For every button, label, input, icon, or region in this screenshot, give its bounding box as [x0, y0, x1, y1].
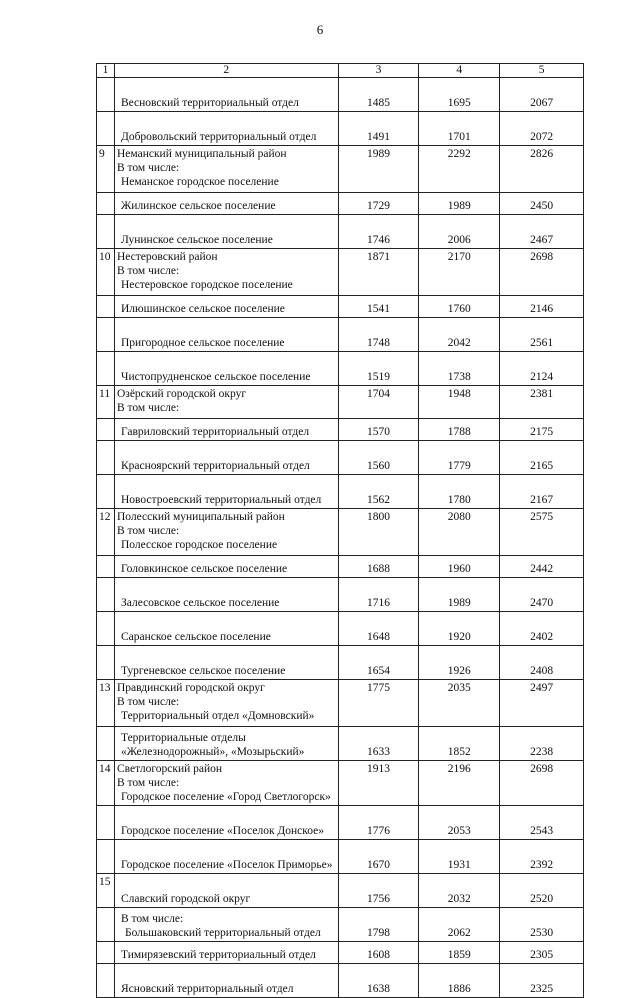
row-name: Ясновский территориальный отдел [120, 983, 294, 995]
header-cell: 1 [97, 64, 115, 78]
value-cell-c3: 1491 [338, 112, 419, 146]
value-cell-c4: 1852 [419, 727, 500, 761]
row-name-cell [114, 680, 338, 727]
row-name-cell [114, 964, 338, 998]
row-subname: Нестеровское городское поселение [120, 279, 293, 291]
value-cell-c3: 1746 [338, 215, 419, 249]
value-cell-c3: 1648 [338, 612, 419, 646]
value-cell-c3: 1775 [338, 680, 419, 727]
row-name-cell [114, 441, 338, 475]
value-cell-c4: 2080 [419, 509, 500, 556]
row-name-cell [114, 509, 338, 556]
row-index: 13 [97, 680, 115, 727]
row-name: Лунинское сельское поселение [120, 234, 273, 246]
table-row [97, 475, 584, 509]
value-cell-c4: 2035 [419, 680, 500, 727]
value-cell-c4: 1695 [419, 78, 500, 112]
value-cell-c4: 1989 [419, 578, 500, 612]
row-index [97, 215, 115, 249]
value-cell-c4: 1738 [419, 352, 500, 386]
value-cell-c3: 1485 [338, 78, 419, 112]
row-name-cell [114, 761, 338, 806]
value-cell-c4: 1920 [419, 612, 500, 646]
page-number: 6 [316, 22, 324, 37]
row-subname: Большаковский территориальный отдел [124, 927, 321, 939]
row-subname: Неманское городское поселение [120, 176, 279, 188]
value-cell-c5: 2175 [500, 419, 584, 441]
value-cell-c3: 1716 [338, 578, 419, 612]
row-name-cell [114, 419, 338, 441]
table-row [97, 908, 584, 942]
row-name-cell [114, 908, 338, 942]
value-cell-c4: 2062 [419, 908, 500, 942]
value-cell-c5: 2402 [500, 612, 584, 646]
value-cell-c3: 1871 [338, 249, 419, 296]
table-row [97, 964, 584, 998]
header-cell: 2 [114, 64, 338, 78]
row-subname: Территориальный отдел «Домновский» [120, 710, 315, 722]
value-cell-c5: 2698 [500, 249, 584, 296]
value-cell-c3: 1748 [338, 318, 419, 352]
row-index [97, 612, 115, 646]
value-cell-c4: 1989 [419, 193, 500, 215]
row-name-cell [114, 318, 338, 352]
row-name-cell [114, 249, 338, 296]
value-cell-c4: 2196 [419, 761, 500, 806]
table-row [97, 646, 584, 680]
value-cell-c5: 2530 [500, 908, 584, 942]
row-index [97, 475, 115, 509]
value-cell-c3: 1729 [338, 193, 419, 215]
row-name-cell [114, 146, 338, 193]
row-name: Илюшинское сельское поселение [120, 303, 285, 315]
row-index [97, 908, 115, 942]
value-cell-c5: 2325 [500, 964, 584, 998]
table-row [97, 112, 584, 146]
value-cell-c4: 2032 [419, 874, 500, 908]
row-subheading: В том числе: [116, 525, 180, 537]
table-row [97, 441, 584, 475]
table-row [97, 612, 584, 646]
row-subname: Городское поселение «Город Светлогорск» [120, 791, 331, 803]
row-name: Чистопрудненское сельское поселение [120, 371, 311, 383]
row-name-cell [114, 112, 338, 146]
row-name: Городское поселение «Поселок Приморье» [120, 859, 333, 871]
value-cell-c5: 2450 [500, 193, 584, 215]
value-cell-c3: 1633 [338, 727, 419, 761]
value-cell-c4: 1779 [419, 441, 500, 475]
value-cell-c3: 1638 [338, 964, 419, 998]
value-cell-c4: 1886 [419, 964, 500, 998]
row-name-cell [114, 942, 338, 964]
value-cell-c5: 2305 [500, 942, 584, 964]
value-cell-c4: 1788 [419, 419, 500, 441]
row-name: Светлогорский район [116, 763, 223, 775]
value-cell-c3: 1541 [338, 296, 419, 318]
row-index [97, 942, 115, 964]
row-name: Неманский муниципальный район [116, 148, 287, 160]
table-row [97, 761, 584, 806]
row-subheading: В том числе: [116, 265, 180, 277]
table-row [97, 78, 584, 112]
value-cell-c3: 1670 [338, 840, 419, 874]
row-index: 11 [97, 386, 115, 419]
table-row [97, 193, 584, 215]
row-index [97, 578, 115, 612]
value-cell-c3: 1913 [338, 761, 419, 806]
value-cell-c5: 2698 [500, 761, 584, 806]
row-name: Головкинское сельское поселение [120, 563, 288, 575]
row-name: Саранское сельское поселение [120, 631, 271, 643]
row-name-cell [114, 727, 338, 761]
row-name-cell [114, 646, 338, 680]
row-index [97, 193, 115, 215]
row-name: Добровольский территориальный отдел [120, 131, 317, 143]
table-row [97, 386, 584, 419]
row-index [97, 112, 115, 146]
row-name-cell [114, 475, 338, 509]
header-cell: 3 [338, 64, 419, 78]
table-row [97, 352, 584, 386]
row-name-cell [114, 386, 338, 419]
row-name: Городское поселение «Поселок Донское» [120, 825, 325, 837]
row-index [97, 646, 115, 680]
table-header-row [97, 64, 584, 78]
value-cell-c3: 1654 [338, 646, 419, 680]
value-cell-c3: 1989 [338, 146, 419, 193]
value-cell-c5: 2467 [500, 215, 584, 249]
value-cell-c5: 2167 [500, 475, 584, 509]
value-cell-c5: 2826 [500, 146, 584, 193]
value-cell-c3: 1562 [338, 475, 419, 509]
row-index [97, 964, 115, 998]
value-cell-c3: 1756 [338, 874, 419, 908]
table-row [97, 840, 584, 874]
value-cell-c3: 1704 [338, 386, 419, 419]
row-index [97, 556, 115, 578]
table-row [97, 727, 584, 761]
value-cell-c4: 1780 [419, 475, 500, 509]
row-index [97, 318, 115, 352]
value-cell-c5: 2165 [500, 441, 584, 475]
value-cell-c5: 2561 [500, 318, 584, 352]
value-cell-c5: 2520 [500, 874, 584, 908]
table-row [97, 942, 584, 964]
value-cell-c3: 1776 [338, 806, 419, 840]
value-cell-c4: 1948 [419, 386, 500, 419]
row-name: В том числе: [120, 913, 184, 925]
value-cell-c3: 1570 [338, 419, 419, 441]
value-cell-c3: 1688 [338, 556, 419, 578]
row-name: Пригородное сельское поселение [120, 337, 285, 349]
value-cell-c4: 2292 [419, 146, 500, 193]
row-name-cell [114, 215, 338, 249]
table-row [97, 215, 584, 249]
row-name: Залесовское сельское поселение [120, 597, 280, 609]
value-cell-c4: 2006 [419, 215, 500, 249]
row-name: Полесский муниципальный район [116, 511, 285, 523]
row-name: Славский городской округ [120, 893, 251, 905]
header-cell: 5 [500, 64, 584, 78]
row-index [97, 78, 115, 112]
row-name: Правдинский городской округ [116, 682, 265, 694]
table-row [97, 249, 584, 296]
row-subheading: В том числе: [116, 402, 180, 414]
value-cell-c5: 2470 [500, 578, 584, 612]
value-cell-c3: 1608 [338, 942, 419, 964]
row-name-cell [114, 840, 338, 874]
value-cell-c4: 1931 [419, 840, 500, 874]
value-cell-c4: 2042 [419, 318, 500, 352]
value-cell-c4: 1926 [419, 646, 500, 680]
row-name: Территориальные отделы «Железнодорожный», «Мозырьский» [120, 732, 305, 758]
row-index [97, 419, 115, 441]
value-cell-c5: 2392 [500, 840, 584, 874]
row-name: Новостроевский территориальный отдел [120, 494, 322, 506]
table-row [97, 556, 584, 578]
row-index [97, 296, 115, 318]
row-name-cell [114, 874, 338, 908]
row-name-cell [114, 578, 338, 612]
row-name-cell [114, 352, 338, 386]
table-row [97, 296, 584, 318]
value-cell-c3: 1519 [338, 352, 419, 386]
row-index: 15 [97, 874, 115, 908]
table-row [97, 419, 584, 441]
row-name-cell [114, 556, 338, 578]
row-name-cell [114, 806, 338, 840]
table-row [97, 680, 584, 727]
row-subheading: В том числе: [116, 777, 180, 789]
value-cell-c4: 2053 [419, 806, 500, 840]
row-name: Озёрский городской округ [116, 388, 247, 400]
table-row [97, 578, 584, 612]
value-cell-c5: 2575 [500, 509, 584, 556]
row-index: 12 [97, 509, 115, 556]
value-cell-c4: 1960 [419, 556, 500, 578]
row-index [97, 441, 115, 475]
row-index [97, 352, 115, 386]
table-row [97, 806, 584, 840]
data-table [96, 63, 584, 998]
table-row [97, 509, 584, 556]
row-name-cell [114, 612, 338, 646]
row-subheading: В том числе: [116, 696, 180, 708]
value-cell-c5: 2146 [500, 296, 584, 318]
row-name: Нестеровский район [116, 251, 218, 263]
table-row [97, 318, 584, 352]
row-name: Весновский территориальный отдел [120, 97, 299, 109]
row-name-cell [114, 296, 338, 318]
value-cell-c3: 1800 [338, 509, 419, 556]
value-cell-c5: 2124 [500, 352, 584, 386]
row-index [97, 727, 115, 761]
table-row [97, 874, 584, 908]
value-cell-c5: 2497 [500, 680, 584, 727]
row-index: 10 [97, 249, 115, 296]
row-name: Тургеневское сельское поселение [120, 665, 286, 677]
value-cell-c4: 1859 [419, 942, 500, 964]
row-subheading: В том числе: [116, 162, 180, 174]
row-index [97, 840, 115, 874]
value-cell-c5: 2543 [500, 806, 584, 840]
row-name: Красноярский территориальный отдел [120, 460, 310, 472]
value-cell-c3: 1560 [338, 441, 419, 475]
row-name-cell [114, 193, 338, 215]
value-cell-c4: 2170 [419, 249, 500, 296]
value-cell-c5: 2408 [500, 646, 584, 680]
row-name-cell [114, 78, 338, 112]
value-cell-c4: 1701 [419, 112, 500, 146]
value-cell-c4: 1760 [419, 296, 500, 318]
value-cell-c3: 1798 [338, 908, 419, 942]
value-cell-c5: 2442 [500, 556, 584, 578]
header-cell: 4 [419, 64, 500, 78]
row-subname: Полесское городское поселение [120, 539, 278, 551]
row-name: Гавриловский территориальный отдел [120, 426, 310, 438]
value-cell-c5: 2238 [500, 727, 584, 761]
value-cell-c5: 2072 [500, 112, 584, 146]
row-name: Тимирязевский территориальный отдел [120, 949, 316, 961]
row-index [97, 806, 115, 840]
table-row [97, 146, 584, 193]
row-index: 14 [97, 761, 115, 806]
value-cell-c5: 2067 [500, 78, 584, 112]
row-index: 9 [97, 146, 115, 193]
row-name: Жилинское сельское поселение [120, 200, 276, 212]
value-cell-c5: 2381 [500, 386, 584, 419]
